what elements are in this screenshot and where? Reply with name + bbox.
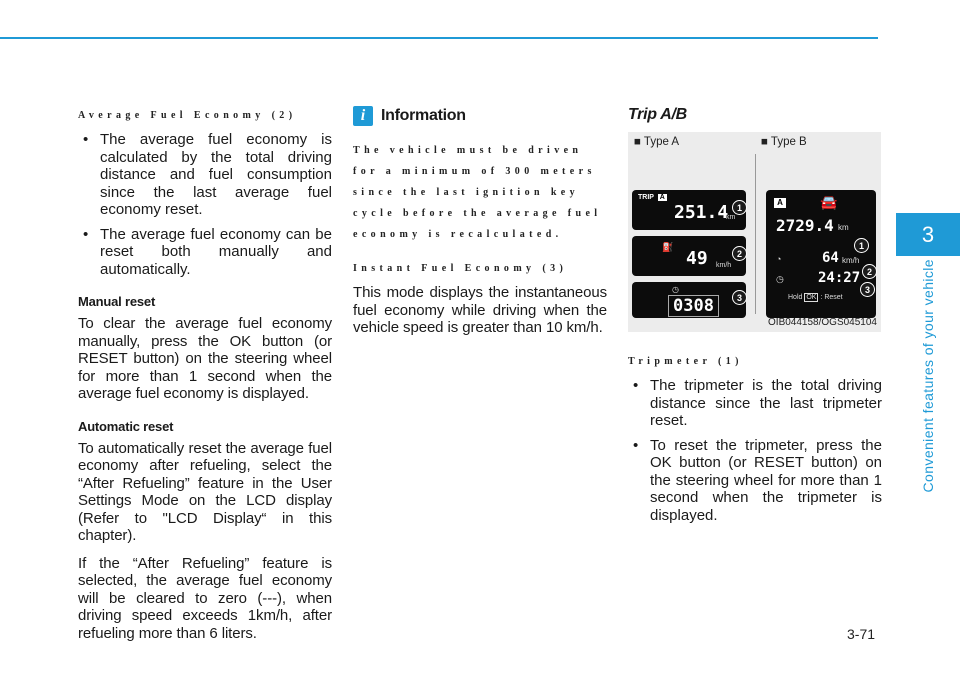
- cluster-figure: [628, 132, 881, 332]
- marker-2: 2: [732, 246, 747, 261]
- type-a-trip-unit: km: [726, 214, 736, 221]
- clock-icon: ◷: [776, 274, 784, 284]
- type-a-speed-value: 49: [686, 248, 708, 269]
- tripmeter-bullets: [628, 377, 882, 524]
- marker-1: 1: [854, 238, 869, 253]
- instant-fuel-heading: Instant Fuel Economy (3): [353, 263, 568, 274]
- column-left: [78, 106, 332, 652]
- auto-reset-text: To automatically reset the average fuel economy after refueling, select the “After Refueling” feature in the User Settings Mode on the LCD display (Refer to "LCD Display“ in this chapter).: [78, 439, 332, 544]
- chapter-title: Convenient features of your vehicle: [920, 259, 936, 493]
- type-a-trip-display: [632, 190, 746, 230]
- figure-caption: OIB044158/OGS045104: [768, 317, 877, 328]
- type-b-speed-value: 64: [822, 250, 839, 266]
- type-b-label: ■ Type B: [761, 136, 807, 148]
- manual-reset-title: Manual reset: [78, 294, 156, 309]
- type-b-time-value: 24:27: [818, 270, 861, 286]
- car-icon: 🚘: [820, 194, 838, 210]
- page-number: 3-71: [847, 626, 876, 642]
- type-a-label: ■ Type A: [634, 136, 680, 148]
- chapter-tab: 3: [896, 213, 960, 256]
- marker-3: 3: [860, 282, 875, 297]
- type-b-trip-value: 2729.4: [776, 216, 834, 235]
- trip-letter-b: A: [774, 198, 786, 208]
- avg-fuel-heading: Average Fuel Economy (2): [78, 110, 297, 121]
- trip-letter: A: [659, 194, 665, 201]
- list-item: • To reset the tripmeter, press the OK button (or RESET button) on the steering wheel for more than 1 second when the tripmeter is displayed.: [628, 437, 882, 525]
- speedometer-icon: ◔: [776, 254, 782, 264]
- marker-2: 2: [862, 264, 877, 279]
- type-a-trip-value: 251.4: [674, 202, 729, 223]
- figure-divider: [755, 154, 756, 314]
- trip-ab-title: Trip A/B: [628, 106, 687, 123]
- instant-fuel-text: This mode displays the instantaneous fuel economy while driving when the vehicle speed is greater than 10 km/h.: [353, 284, 607, 336]
- information-title: Information: [381, 107, 466, 124]
- auto-reset-title: Automatic reset: [78, 418, 174, 434]
- information-text: The vehicle must be driven for a minimum of 300 meters since the last ignition key cycle before the average fuel economy is recalculated.: [353, 145, 602, 240]
- ok-text: OK: [806, 294, 817, 301]
- list-item: • The tripmeter is the total driving distance since the last tripmeter reset.: [628, 377, 882, 430]
- type-a-speed-display: [632, 236, 746, 276]
- list-item: • The average fuel economy is calculated by the total driving distance and fuel consumption since the last average fuel economy reset.: [78, 131, 332, 219]
- type-b-display: [766, 190, 876, 318]
- column-right: [628, 106, 882, 534]
- auto-reset-text-2: If the “After Refueling” feature is selected, the average fuel economy will be cleared to zero (---), when driving speed exceeds 1km/h, after refueling more than 6 liters.: [78, 554, 332, 642]
- clock-icon: ◷: [672, 285, 679, 294]
- chapter-sidebar: [896, 213, 960, 700]
- type-a-speed-unit: km/h: [716, 262, 732, 269]
- type-b-speed-unit: km/h: [842, 256, 860, 265]
- type-a-odo-value: 0308: [668, 295, 719, 317]
- marker-3: 3: [732, 290, 747, 305]
- type-b-trip-unit: km: [838, 223, 849, 232]
- hold-reset-hint: [788, 294, 843, 301]
- reset-text: : Reset: [820, 294, 843, 301]
- list-item: • The average fuel economy can be reset both manually and automatically.: [78, 226, 332, 279]
- manual-reset-text: To clear the average fuel economy manually, press the OK button (or RESET button) on the steering wheel for more than 1 second when the average fuel economy is displayed.: [78, 315, 332, 402]
- info-icon: i: [353, 106, 373, 126]
- fuel-pump-icon: ⛽: [662, 242, 674, 252]
- trip-label: TRIP: [638, 194, 654, 201]
- hold-text: Hold: [788, 294, 803, 301]
- information-header: [353, 106, 607, 126]
- avg-fuel-bullets: [78, 131, 332, 278]
- tripmeter-heading: Tripmeter (1): [628, 356, 743, 367]
- type-a-odo-display: [632, 282, 746, 318]
- marker-1: 1: [732, 200, 747, 215]
- header-rule: [0, 37, 878, 39]
- column-middle: [353, 106, 607, 347]
